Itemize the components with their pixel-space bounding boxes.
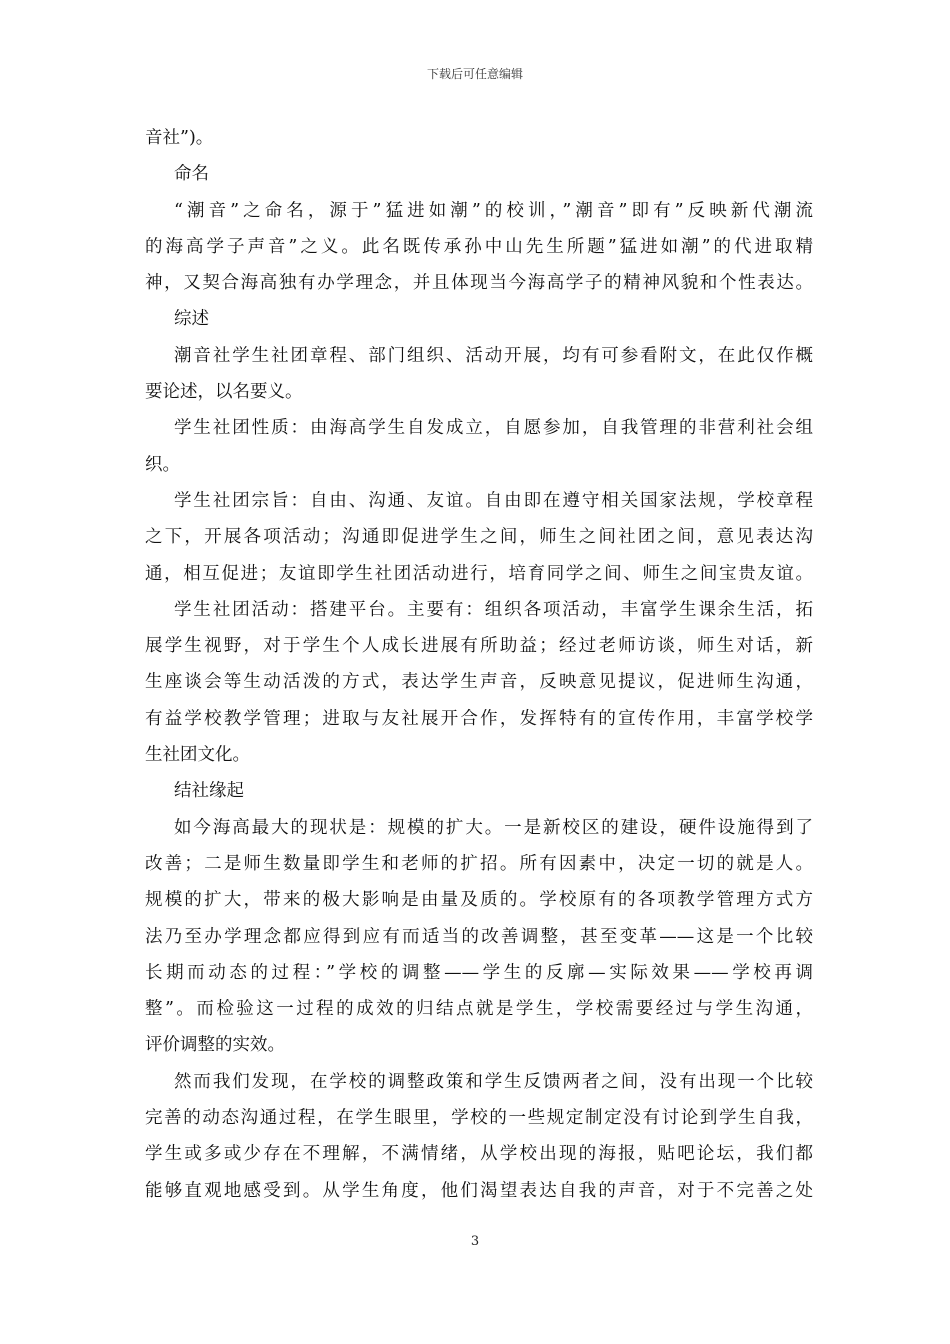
text-line: 学生社团活动：搭建平台。主要有：组织各项活动，丰富学生课余生活，拓 — [174, 599, 813, 620]
document-body — [145, 120, 813, 1209]
page-number: 3 — [470, 1234, 480, 1249]
text-line: “潮音”之命名，源于”猛进如潮”的校训，”潮音”即有”反映新代潮流 — [174, 200, 813, 221]
text-line: 能够直观地感受到。从学生角度，他们渴望表达自我的声音，对于不完善之处 — [145, 1180, 813, 1201]
section-heading: 结社缘起 — [174, 781, 244, 802]
text-line: 学生社团性质：由海高学生自发成立，自愿参加，自我管理的非营利社会组 — [174, 418, 813, 439]
text-line: 生座谈会等生动活泼的方式，表达学生声音，反映意见提议，促进师生沟通， — [145, 672, 813, 693]
text-line: 生社团文化。 — [145, 745, 250, 766]
text-line: 整”。而检验这一过程的成效的归结点就是学生，学校需要经过与学生沟通， — [145, 999, 813, 1020]
text-line: 评价调整的实效。 — [145, 1035, 285, 1056]
text-line: 法乃至办学理念都应得到应有而适当的改善调整，甚至变革——这是一个比较 — [145, 926, 813, 947]
text-line: 展学生视野，对于学生个人成长进展有所助益；经过老师访谈，师生对话，新 — [145, 636, 813, 657]
section-heading: 综述 — [174, 309, 209, 330]
text-line: 长期而动态的过程：”学校的调整——学生的反廓—实际效果——学校再调 — [145, 962, 813, 983]
text-line: 然而我们发现，在学校的调整政策和学生反馈两者之间，没有出现一个比较 — [174, 1071, 813, 1092]
section-heading: 命名 — [174, 164, 209, 185]
text-line: 完善的动态沟通过程，在学生眼里，学校的一些规定制定没有讨论到学生自我， — [145, 1108, 813, 1129]
text-line: 规模的扩大，带来的极大影响是由量及质的。学校原有的各项教学管理方式方 — [145, 890, 813, 911]
text-line: 要论述，以名要义。 — [145, 382, 303, 403]
text-line: 学生社团宗旨：自由、沟通、友谊。自由即在遵守相关国家法规，学校章程 — [174, 490, 813, 511]
text-line: 音社”)。 — [145, 128, 214, 148]
text-line: 织。 — [145, 454, 180, 475]
text-line: 通，相互促进；友谊即学生社团活动进行，培育同学之间、师生之间宝贵友谊。 — [145, 563, 813, 584]
page-header: 下载后可任意编辑 — [426, 67, 523, 81]
text-line: 的海高学子声音”之义。此名既传承孙中山先生所题”猛进如潮”的代进取精 — [145, 236, 813, 257]
text-line: 神，又契合海高独有办学理念，并且体现当今海高学子的精神风貌和个性表达。 — [145, 273, 813, 294]
text-line: 潮音社学生社团章程、部门组织、活动开展，均有可参看附文，在此仅作概 — [174, 345, 813, 366]
text-line: 如今海高最大的现状是：规模的扩大。一是新校区的建设，硬件设施得到了 — [174, 817, 813, 838]
text-line: 学生或多或少存在不理解，不满情绪，从学校出现的海报，贴吧论坛，我们都 — [145, 1144, 813, 1165]
text-line: 改善；二是师生数量即学生和老师的扩招。所有因素中，决定一切的就是人。 — [145, 853, 813, 874]
text-line: 之下，开展各项活动；沟通即促进学生之间，师生之间社团之间，意见表达沟 — [145, 527, 813, 548]
text-line: 有益学校教学管理；进取与友社展开合作，发挥特有的宣传作用，丰富学校学 — [145, 708, 813, 729]
